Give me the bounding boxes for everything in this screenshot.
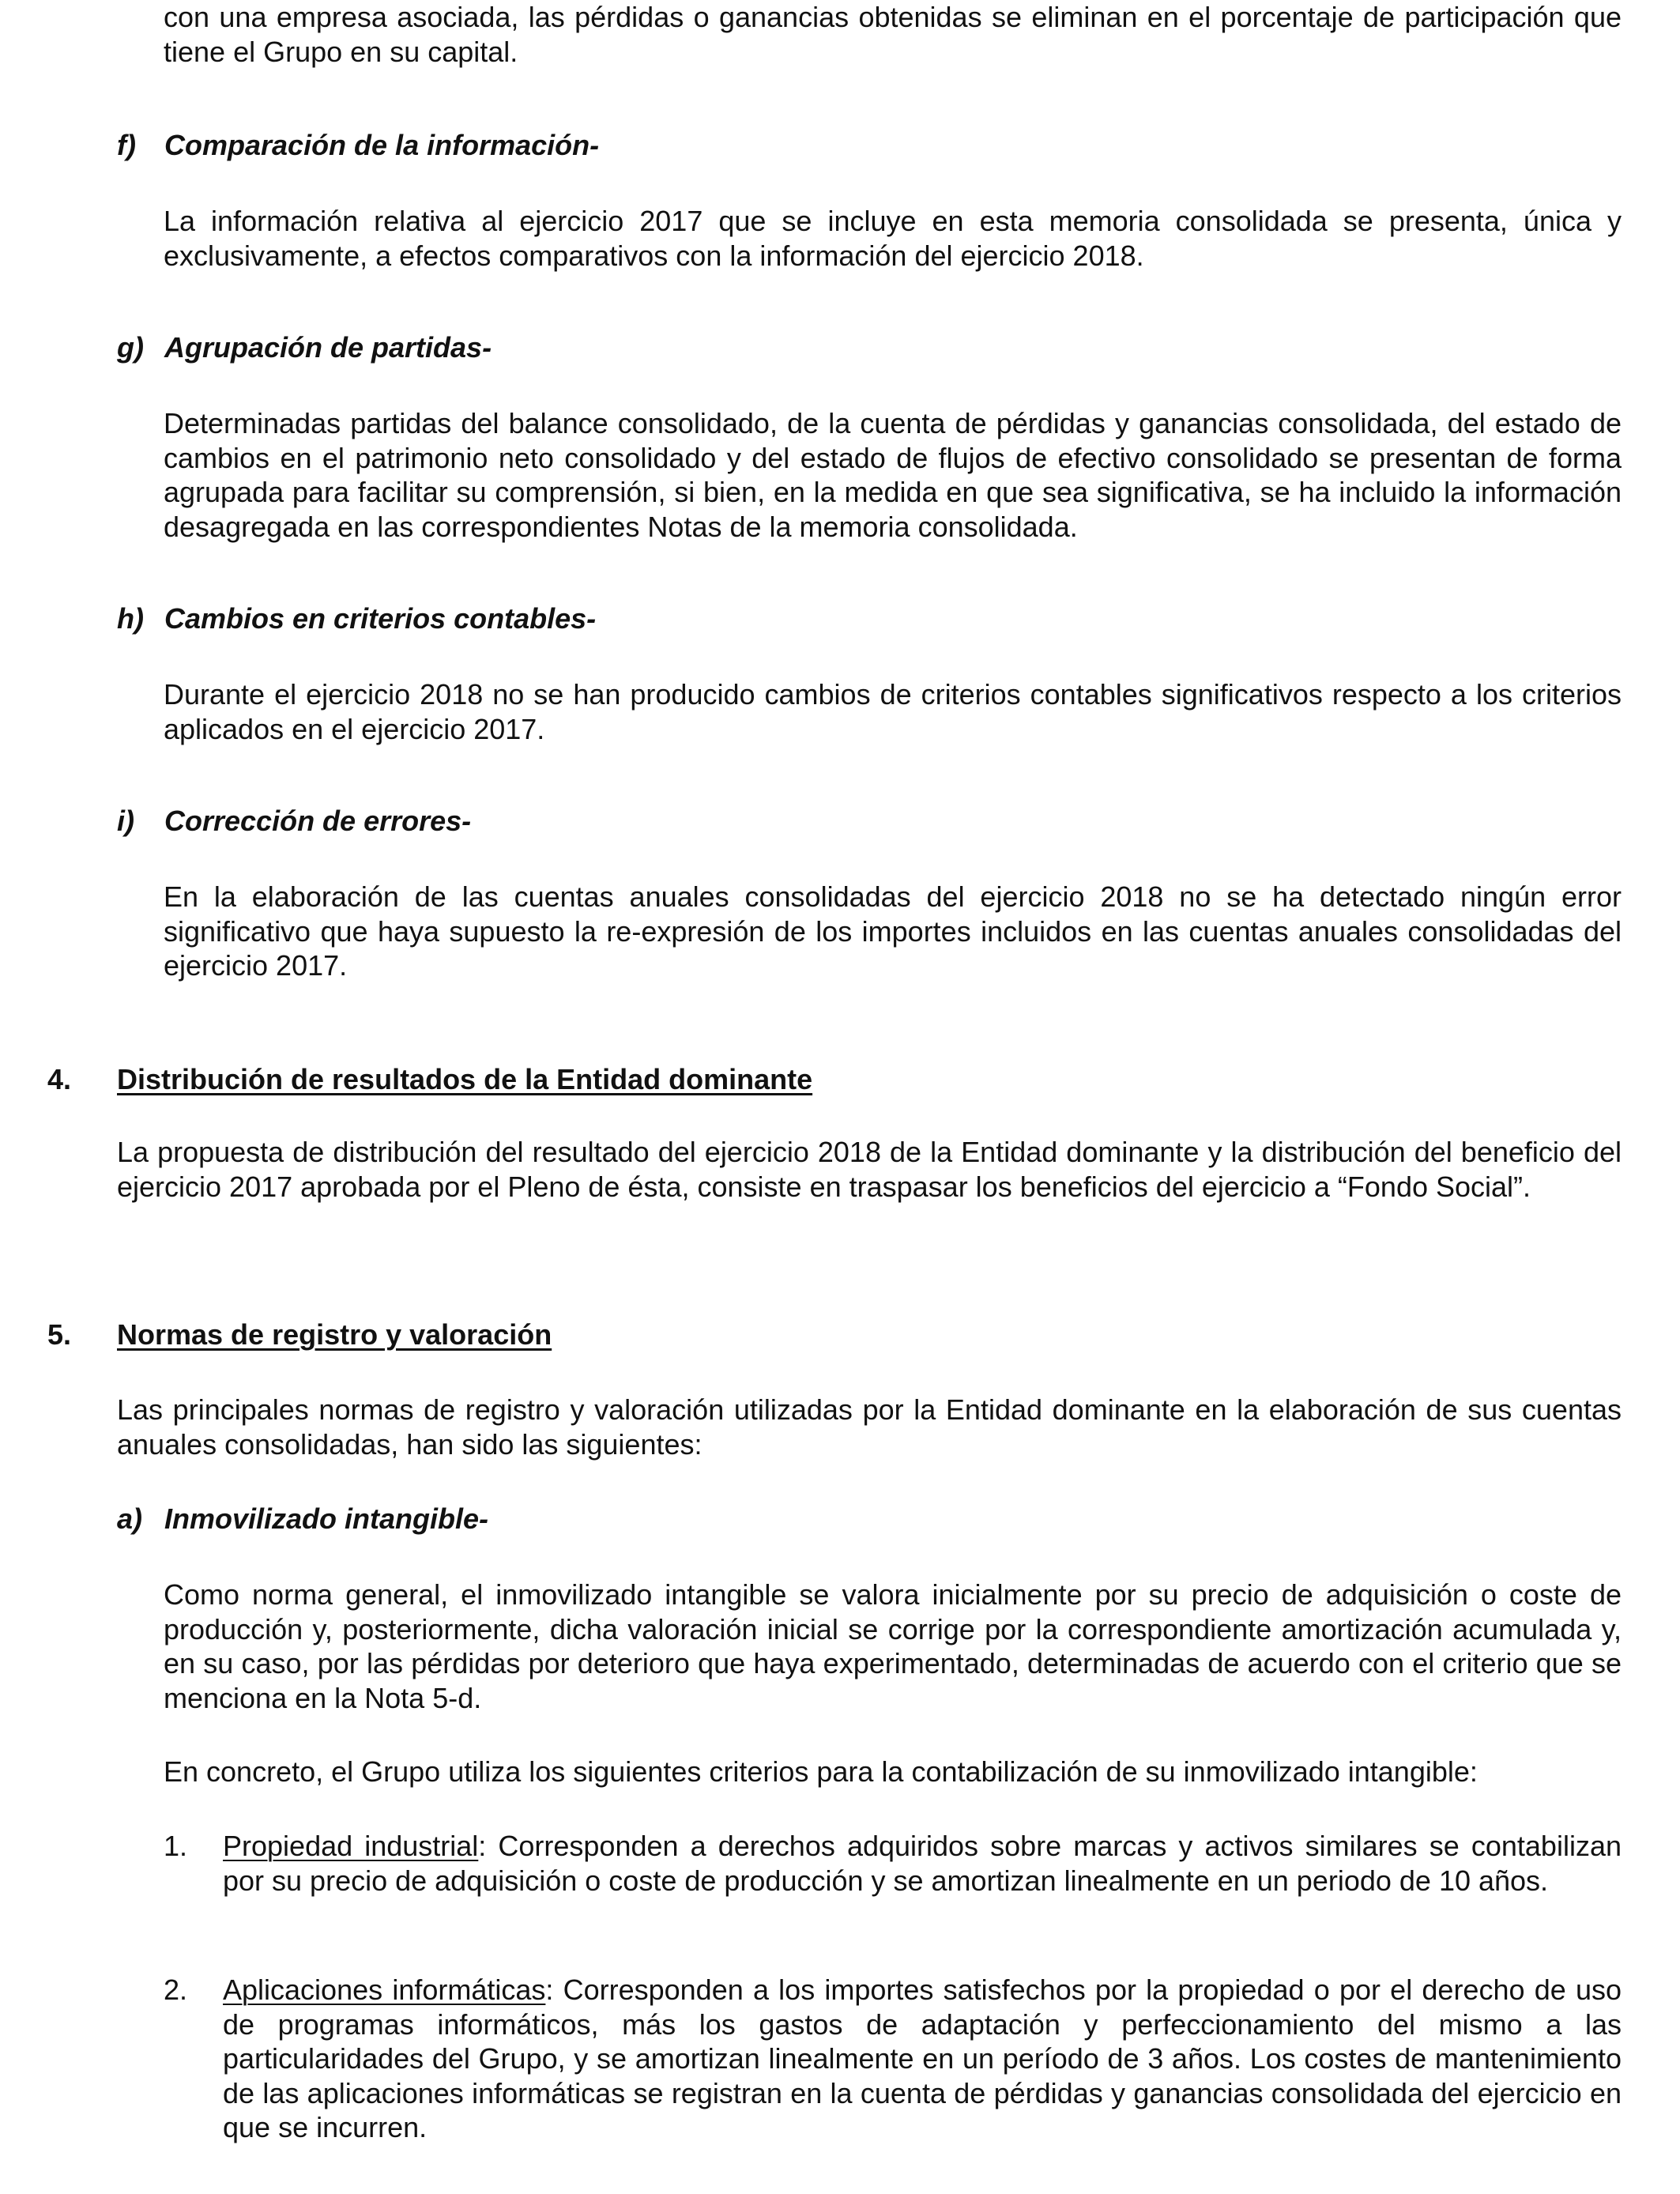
subsection-i-body: En la elaboración de las cuentas anuales consolidadas del ejercicio 2018 no se ha detectado ningún error significativo que haya supuesto la re-expresión de los importes incluidos en las cuentas anuales consolidadas del ejercicio 2017. [164, 880, 1622, 982]
intro-continuation-paragraph: con una empresa asociada, las pérdidas o ganancias obtenidas se eliminan en el porcentaje de participación que tiene el Grupo en su capital. [164, 1, 1622, 68]
list-item [164, 1829, 1622, 1898]
list-item-number: 1. [164, 1830, 188, 1862]
subsection-5a-paragraph-2: En concreto, el Grupo utiliza los siguientes criterios para la contabilización de su inmovilizado intangible: [164, 1755, 1478, 1788]
list-item-term: Propiedad industrial [223, 1830, 479, 1862]
list-item-term: Aplicaciones informáticas [223, 1973, 546, 2006]
list-item [164, 1973, 1622, 2145]
subsection-g-body: Determinadas partidas del balance consolidado, de la cuenta de pérdidas y ganancias consolidada, del estado de cambios en el patrimonio neto consolidado y del estado de flujos de efectivo consolidado se presentan de forma agrupada para facilitar su comprensión, si bien, en la medida en que sea significativa, se ha incluido la información desagregada en las correspondientes Notas de la memoria consolidada. [164, 407, 1622, 543]
subsection-letter: f) [117, 129, 136, 161]
list-item-text [223, 1829, 1622, 1898]
subsection-title: Corrección de errores- [164, 805, 472, 837]
section-4-body: La propuesta de distribución del resultado del ejercicio 2018 de la Entidad dominante y la distribución del beneficio del ejercicio 2017 aprobada por el Pleno de ésta, consiste en traspasar los beneficios del ejercicio a “Fondo Social”. [117, 1136, 1622, 1203]
section-5-intro: Las principales normas de registro y valoración utilizadas por la Entidad dominante en la elaboración de sus cuentas anuales consolidadas, han sido las siguientes: [117, 1393, 1622, 1461]
subsection-letter: a) [117, 1502, 143, 1535]
subsection-5a-heading [117, 1502, 488, 1536]
list-item-number: 2. [164, 1973, 188, 2006]
subsection-title: Comparación de la información- [164, 129, 600, 161]
section-4-heading [47, 1062, 812, 1097]
section-5-heading [47, 1318, 552, 1352]
subsection-letter: h) [117, 602, 144, 635]
subsection-letter: g) [117, 331, 144, 364]
section-title: Normas de registro y valoración [117, 1318, 552, 1351]
subsection-title: Cambios en criterios contables- [164, 602, 597, 635]
subsection-f-heading [117, 128, 599, 163]
subsection-f-body: La información relativa al ejercicio 2017 que se incluye en esta memoria consolidada se presenta, única y exclusivamente, a efectos comparativos con la información del ejercicio 2018. [164, 205, 1622, 272]
subsection-title: Agrupación de partidas- [164, 331, 492, 364]
list-item-text [223, 1973, 1622, 2145]
subsection-i-heading [117, 804, 471, 839]
section-number: 4. [47, 1063, 72, 1095]
subsection-h-body: Durante el ejercicio 2018 no se han producido cambios de criterios contables significativos respecto a los criterios aplicados en el ejercicio 2017. [164, 678, 1622, 745]
list-item-description: : Corresponden a los importes satisfechos por la propiedad o por el derecho de uso de programas informáticos, más los gastos de adaptación y perfeccionamiento del mismo a las particularidades del Grupo, y se amortizan linealmente en un período de 3 años. Los costes de mantenimiento de las aplicaciones informáticas se registran en la cuenta de pérdidas y ganancias consolidada del ejercicio en que se incurren. [223, 1973, 1622, 2143]
subsection-title: Inmovilizado intangible- [164, 1502, 489, 1535]
section-title: Distribución de resultados de la Entidad dominante [117, 1063, 813, 1095]
subsection-letter: i) [117, 805, 134, 837]
subsection-g-heading [117, 330, 492, 365]
subsection-h-heading [117, 601, 596, 636]
section-number: 5. [47, 1318, 72, 1351]
subsection-5a-paragraph-1: Como norma general, el inmovilizado intangible se valora inicialmente por su precio de adquisición o coste de producción y, posteriormente, dicha valoración inicial se corrige por la correspondiente amortización acumulada y, en su caso, por las pérdidas por deterioro que haya experimentado, determinadas de acuerdo con el criterio que se menciona en la Nota 5-d. [164, 1578, 1622, 1714]
list-item-description: : Corresponden a derechos adquiridos sobre marcas y activos similares se contabilizan por su precio de adquisición o coste de producción y se amortizan linealmente en un periodo de 10 años. [223, 1830, 1622, 1897]
